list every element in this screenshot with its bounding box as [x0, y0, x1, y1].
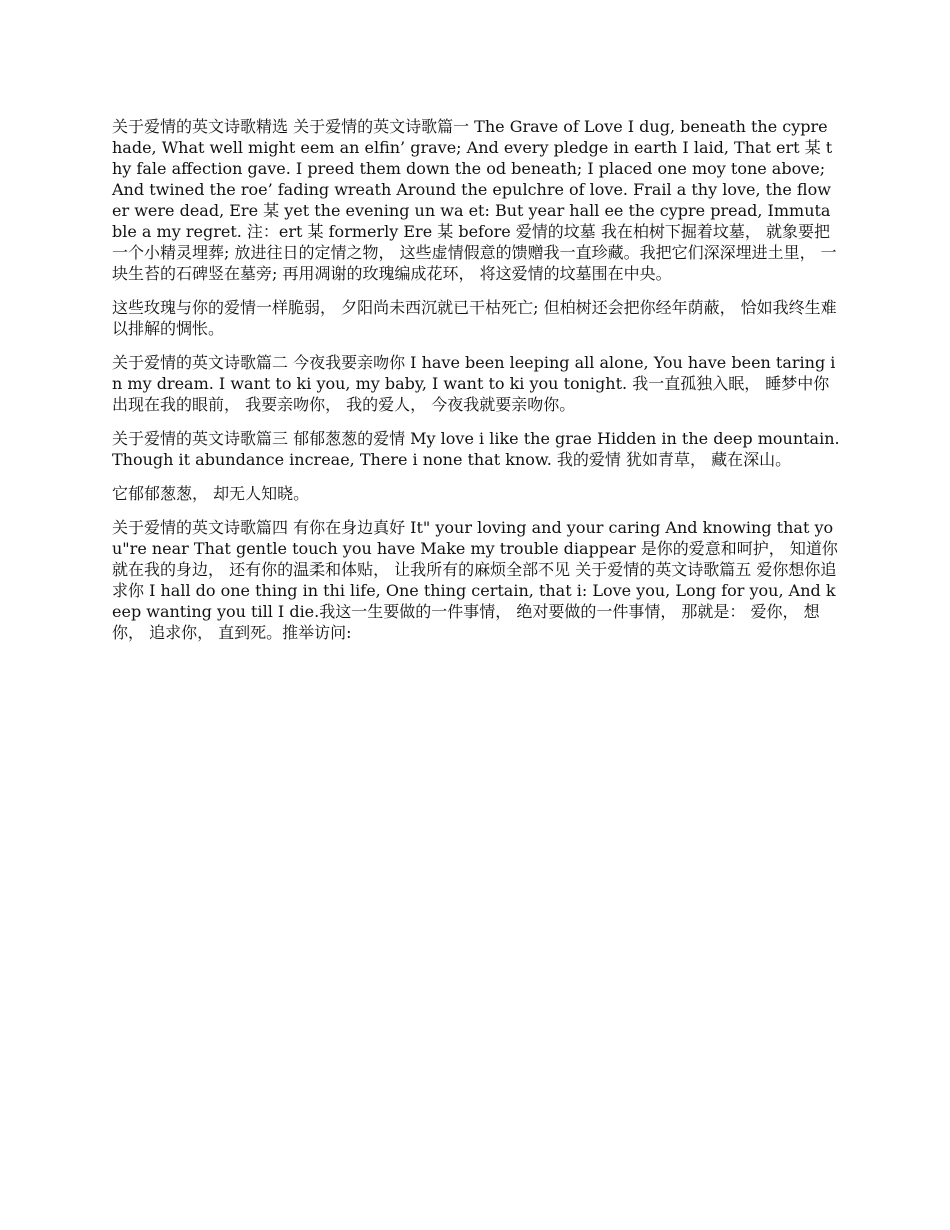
paragraph-6: 关于爱情的英文诗歌篇四 有你在身边真好 It" your loving and your caring And knowing that you"re near That gentle touch you have Make my trouble diappear 是你的爱意和呵护， 知道你就在我的身边， 还有你的温柔和体贴， 让我所有的麻烦全部不见 关于爱情的英文诗歌篇五 爱你想你追求你 I hall do one thing in thi life, One thing certain, that i: Love you, Long for you, And keep wanting you till I die.我这一生要做的一件事情， 绝对要做的一件事情， 那就是： 爱你， 想你， 追求你， 直到死。推举访问: [112, 518, 838, 642]
paragraph-4: 关于爱情的英文诗歌篇三 郁郁葱葱的爱情 My love i like the grae Hidden in the deep mountain. Though it abundance increae, There i none that know. 我的爱情 犹如青草， 藏在深山。 [112, 429, 840, 469]
document-body [112, 116, 840, 656]
paragraph-2: 这些玫瑰与你的爱情一样脆弱， 夕阳尚未西沉就已干枯死亡; 但柏树还会把你经年荫蔽， 恰如我终生难以排解的惆怅。 [112, 298, 837, 338]
paragraph-1: 关于爱情的英文诗歌精选 关于爱情的英文诗歌篇一 The Grave of Love I dug, beneath the cypre hade, What well might eem an elfin’ grave; And every pledge in earth I laid, That ert 某 thy fale affection gave. I preed them down the od beneath; I placed one moy tone above; And twined the roe’ fading wreath Around the epulchre of love. Frail a thy love, the flower were dead, Ere 某 yet the evening un wa et: But year hall ee the cypre pread, Immutable a my regret. 注：ert 某 formerly Ere 某 before 爱情的坟墓 我在柏树下掘着坟墓， 就象要把一个小精灵埋葬; 放进往日的定情之物， 这些虚情假意的馈赠我一直珍藏。我把它们深深埋进土里， 一块生苔的石碑竖在墓旁; 再用凋谢的玫瑰编成花环， 将这爱情的坟墓围在中央。 [112, 117, 837, 283]
paragraph-3: 关于爱情的英文诗歌篇二 今夜我要亲吻你 I have been leeping all alone, You have been taring in my dream. I want to ki you, my baby, I want to ki you tonight. 我一直孤独入眠， 睡梦中你出现在我的眼前， 我要亲吻你， 我的爱人， 今夜我就要亲吻你。 [112, 353, 836, 414]
paragraph-5: 它郁郁葱葱， 却无人知晓。 [112, 484, 310, 503]
